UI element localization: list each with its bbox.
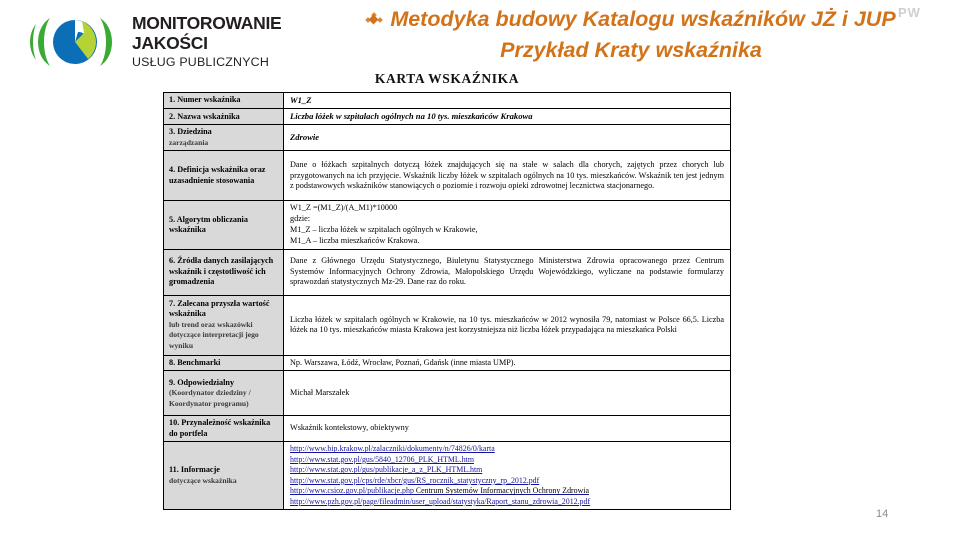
row-value: Np. Warszawa, Łódź, Wrocław, Poznań, Gdańsk (inne miasta UMP). bbox=[284, 355, 731, 371]
row-label-sub: lub trend oraz wskazówki dotyczące interpretacji jego wyniku bbox=[169, 319, 259, 350]
logo-line-3: USŁUG PUBLICZNYCH bbox=[132, 55, 269, 70]
row-value bbox=[284, 201, 731, 249]
source-link[interactable]: http://www.stat.gov.pl/gus/publikacje_a_z_PLK_HTML.htm bbox=[290, 465, 483, 475]
table-row bbox=[164, 249, 731, 295]
table-row bbox=[164, 201, 731, 249]
slide-title-line-2: Przykład Kraty wskaźnika bbox=[500, 37, 762, 62]
slide-title-text-1: Metodyka budowy Katalogu wskaźników JŻ i JUP bbox=[390, 7, 896, 31]
row-label: 10. Przynależność wskaźnika do portfela bbox=[164, 416, 284, 442]
table-row bbox=[164, 109, 731, 125]
row-value: Liczba łóżek w szpitalach ogólnych w Krakowie, na 10 tys. mieszkańców w 2012 wynosiła 79, natomiast w Polsce 66,5. Liczba łóżek na 10 tys. mieszkańców miasta Krakowa jest korzystniejsza niż liczba łóżek przypadająca na mieszkańca Polski bbox=[284, 295, 731, 355]
source-link[interactable]: http://www.csioz.gov.pl/publikacje.php Centrum Systemów Informacyjnych Ochrony Zdrowia bbox=[290, 486, 589, 496]
table-row bbox=[164, 295, 731, 355]
brand-wordmark bbox=[132, 15, 281, 68]
brand-logo bbox=[30, 6, 310, 78]
source-link[interactable]: http://www.stat.gov.pl/cps/rde/xbcr/gus/RS_rocznik_statystyczny_rp_2012.pdf bbox=[290, 475, 540, 485]
table-row bbox=[164, 355, 731, 371]
table-row bbox=[164, 442, 731, 510]
row-value: Dane o łóżkach szpitalnych dotyczą łóżek znajdujących się na stałe w salach dla chorych, zajętych przez chorych lub przygotowanych na ich przyjęcie. Wskaźnik liczby łóżek w szpitalach ogólnych na 10 tys. mieszkańców. Wskaźnik ten jest jednym z podstawowych wskaźników stanowiących o poziomie i rozwoju opieki zdrowotnej lecznictwa stacjonarnego. bbox=[284, 151, 731, 201]
row-label: 3. Dziedzina zarządzania bbox=[164, 125, 284, 151]
row-value: Dane z Głównego Urzędu Statystycznego, Biuletynu Statystycznego Ministerstwa Zdrowia opracowanego przez Centrum Systemów Informacyjnych Ochrony Zdrowia, Małopolskiego Urzędu Wojewódzkiego, wyliczane na podstawie formularzy sprawozdań statystycznych Mz-29. Dane raz do roku. bbox=[284, 249, 731, 295]
algorithm-line: M1_A – liczba mieszkańców Krakowa. bbox=[290, 235, 420, 245]
row-label-sub: (Koordynator dziedziny / Koordynator programu) bbox=[169, 388, 251, 408]
row-label: 5. Algorytm obliczania wskaźnika bbox=[164, 201, 284, 249]
eye-globe-logo-icon bbox=[30, 10, 122, 74]
row-value bbox=[284, 442, 731, 510]
row-value: Zdrowie bbox=[284, 125, 731, 151]
table-row bbox=[164, 125, 731, 151]
source-link[interactable]: http://www.pzh.gov.pl/page/fileadmin/user_upload/statystyka/Raport_stanu_zdrowia_2012.pdf bbox=[290, 496, 591, 506]
row-value: Michał Marszałek bbox=[284, 371, 731, 416]
source-link[interactable]: http://www.stat.gov.pl/gus/5840_12706_PLK_HTML.htm bbox=[290, 454, 474, 464]
row-label: 7. Zalecana przyszła wartość wskaźnika lub trend oraz wskazówki dotyczące interpretacji jego wyniku bbox=[164, 295, 284, 355]
row-label-sub: zarządzania bbox=[169, 137, 209, 147]
logo-line-2: JAKOŚCI bbox=[132, 32, 208, 53]
row-label: 6. Źródła danych zasilających wskaźnik i częstotliwość ich gromadzenia bbox=[164, 249, 284, 295]
row-value: Wskaźnik kontekstowy, obiektywny bbox=[284, 416, 731, 442]
diamond-bullet-icon bbox=[366, 13, 382, 27]
pw-watermark: PW bbox=[898, 5, 921, 20]
row-label: 9. Odpowiedzialny (Koordynator dziedziny / Koordynator programu) bbox=[164, 371, 284, 416]
indicator-card-table bbox=[163, 92, 731, 510]
table-row bbox=[164, 93, 731, 109]
row-label: 1. Numer wskaźnika bbox=[164, 93, 284, 109]
logo-line-1: MONITOROWANIE bbox=[132, 13, 282, 34]
card-heading: KARTA WSKAŹNIKA bbox=[374, 71, 520, 86]
algorithm-line: gdzie: bbox=[290, 214, 311, 224]
table-row bbox=[164, 416, 731, 442]
slide-title bbox=[316, 4, 946, 65]
algorithm-line: M1_Z – liczba łóżek w szpitalach ogólnych w Krakowie, bbox=[290, 225, 478, 234]
source-link[interactable]: http://www.bip.krakow.pl/zalaczniki/dokumenty/n/74826/0/karta bbox=[290, 444, 495, 454]
table-row bbox=[164, 151, 731, 201]
row-value: W1_Z bbox=[284, 93, 731, 109]
row-value: Liczba łóżek w szpitalach ogólnych na 10 tys. mieszkańców Krakowa bbox=[284, 109, 731, 125]
page-number: 14 bbox=[876, 508, 889, 520]
row-label: 11. Informacje dotyczące wskaźnika bbox=[164, 442, 284, 510]
slide-title-line-1 bbox=[316, 4, 946, 35]
table-row bbox=[164, 371, 731, 416]
row-label: 2. Nazwa wskaźnika bbox=[164, 109, 284, 125]
source-link-note: Centrum Systemów Informacyjnych Ochrony Zdrowia bbox=[413, 486, 589, 496]
algorithm-line: W1_Z =(M1_Z)/(A_M1)*10000 bbox=[290, 203, 398, 213]
row-label: 8. Benchmarki bbox=[164, 355, 284, 371]
row-label-sub: dotyczące wskaźnika bbox=[169, 475, 237, 485]
row-label: 4. Definicja wskaźnika oraz uzasadnienie stosowania bbox=[164, 151, 284, 201]
